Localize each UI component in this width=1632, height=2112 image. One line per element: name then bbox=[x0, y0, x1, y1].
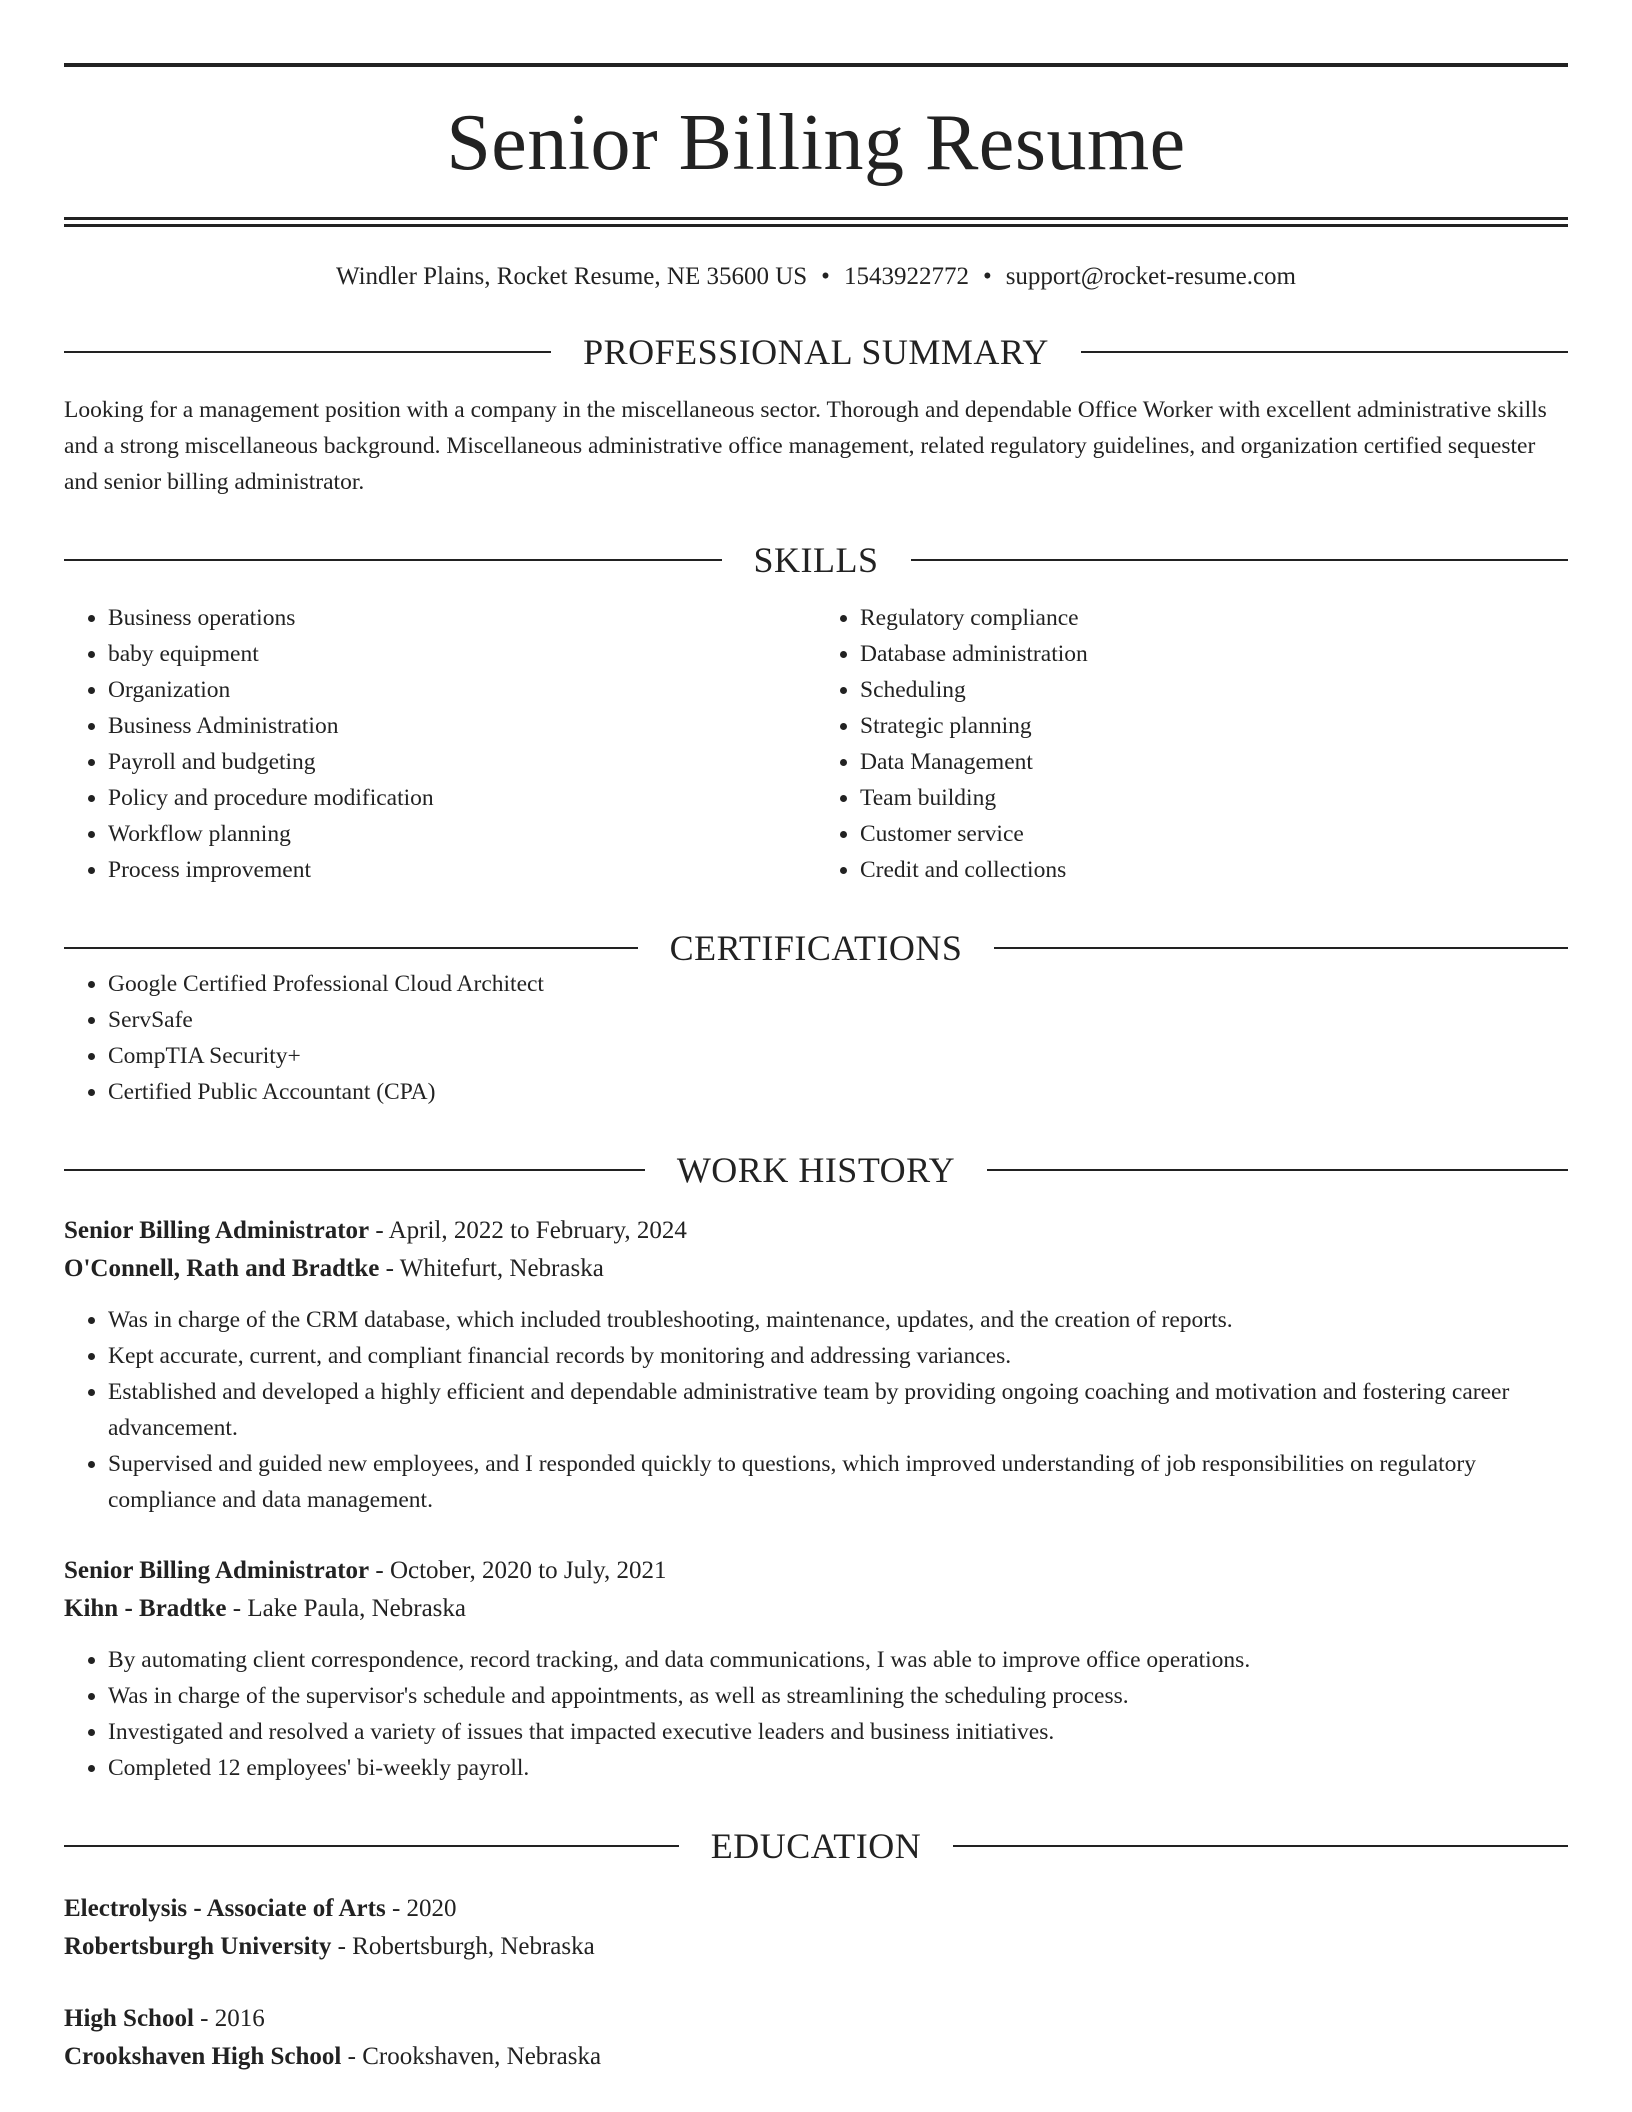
skill-item: • baby equipment bbox=[108, 636, 816, 672]
skill-item: • Workflow planning bbox=[108, 816, 816, 852]
skill-item: • Policy and procedure modification bbox=[108, 780, 816, 816]
divider-line bbox=[987, 1169, 1568, 1171]
section-title: CERTIFICATIONS bbox=[669, 928, 963, 968]
job-company: O'Connell, Rath and Bradtke bbox=[64, 1255, 380, 1282]
skill-item: • Process improvement bbox=[108, 852, 816, 888]
skill-item: • Organization bbox=[108, 672, 816, 708]
divider-line bbox=[994, 947, 1568, 949]
contact-line bbox=[64, 262, 1568, 292]
job-title-line bbox=[64, 1212, 1568, 1250]
job-title-line bbox=[64, 1552, 1568, 1590]
job-company-line bbox=[64, 1590, 1568, 1628]
title-double-rule bbox=[64, 217, 1568, 227]
job-bullet: • Established and developed a highly efficient and dependable administrative team by providing ongoing coaching and motivation and fostering career advancement. bbox=[108, 1374, 1568, 1446]
section-title: EDUCATION bbox=[710, 1826, 922, 1866]
skill-item: • Customer service bbox=[860, 816, 1568, 852]
skills-column-left bbox=[64, 600, 816, 888]
skill-item: • Business Administration bbox=[108, 708, 816, 744]
section-header-work-history bbox=[64, 1152, 1568, 1188]
job-entry bbox=[64, 1212, 1568, 1518]
summary-text: Looking for a management position with a company in the miscellaneous sector. Thorough and dependable Office Worker with excellent administrative skills and a strong miscellaneous background. Miscellaneous administrative office management, related regulatory guidelines, and organization certified sequester and senior billing administrator. bbox=[64, 397, 1547, 495]
job-location: - Lake Paula, Nebraska bbox=[226, 1595, 467, 1622]
contact-address: Windler Plains, Rocket Resume, NE 35600 US bbox=[336, 263, 808, 290]
resume-page bbox=[64, 0, 1568, 2076]
job-bullet: • Was in charge of the CRM database, which included troubleshooting, maintenance, updates, and the creation of reports. bbox=[108, 1302, 1568, 1338]
skill-item: • Scheduling bbox=[860, 672, 1568, 708]
skill-item: • Regulatory compliance bbox=[860, 600, 1568, 636]
contact-separator: • bbox=[821, 263, 830, 290]
education-year: - 2020 bbox=[385, 1895, 457, 1922]
education-year: - 2016 bbox=[193, 2005, 265, 2032]
education-school-line bbox=[64, 2038, 1568, 2076]
section-header-skills bbox=[64, 542, 1568, 578]
skill-item: • Business operations bbox=[108, 600, 816, 636]
skills-list bbox=[64, 600, 1568, 888]
contact-phone: 1543922772 bbox=[843, 263, 969, 290]
job-dates: - April, 2022 to February, 2024 bbox=[369, 1217, 687, 1244]
education-degree-line bbox=[64, 1890, 1568, 1928]
divider-line bbox=[911, 559, 1569, 561]
education-degree: Electrolysis - Associate of Arts bbox=[64, 1895, 386, 1922]
section-title: PROFESSIONAL SUMMARY bbox=[583, 332, 1049, 372]
education-entry bbox=[64, 1890, 1568, 1966]
education-degree-line bbox=[64, 2000, 1568, 2038]
divider-line bbox=[64, 1845, 679, 1847]
divider-line bbox=[953, 1845, 1568, 1847]
education-entry bbox=[64, 2000, 1568, 2076]
job-bullets bbox=[64, 1302, 1568, 1518]
job-title: Senior Billing Administrator bbox=[64, 1557, 370, 1584]
contact-email: support@rocket-resume.com bbox=[1005, 263, 1296, 290]
job-bullets bbox=[64, 1642, 1568, 1786]
resume-title: Senior Billing Resume bbox=[446, 99, 1186, 187]
skill-item: • Data Management bbox=[860, 744, 1568, 780]
skill-item: • Credit and collections bbox=[860, 852, 1568, 888]
skill-item: • Strategic planning bbox=[860, 708, 1568, 744]
education-school-line bbox=[64, 1928, 1568, 1966]
divider-line bbox=[64, 351, 551, 353]
section-header-certifications bbox=[64, 930, 1568, 966]
job-bullet: • Kept accurate, current, and compliant financial records by monitoring and addressing variances. bbox=[108, 1338, 1568, 1374]
skill-item: • Team building bbox=[860, 780, 1568, 816]
divider-line bbox=[1081, 351, 1568, 353]
certification-item: • Google Certified Professional Cloud Architect bbox=[108, 966, 1568, 1002]
divider-line bbox=[64, 947, 638, 949]
education-school: Robertsburgh University bbox=[64, 1933, 332, 1960]
top-rule bbox=[64, 63, 1568, 67]
certification-item: • CompTIA Security+ bbox=[108, 1038, 1568, 1074]
section-header-education bbox=[64, 1828, 1568, 1864]
job-bullet: • Supervised and guided new employees, and I responded quickly to questions, which improved understanding of job responsibilities on regulatory compliance and data management. bbox=[108, 1446, 1568, 1518]
section-header-summary bbox=[64, 334, 1568, 370]
skill-item: • Payroll and budgeting bbox=[108, 744, 816, 780]
job-location: - Whitefurt, Nebraska bbox=[379, 1255, 604, 1282]
certification-item: • Certified Public Accountant (CPA) bbox=[108, 1074, 1568, 1110]
job-bullet: • Investigated and resolved a variety of issues that impacted executive leaders and business initiatives. bbox=[108, 1714, 1568, 1750]
job-company: Kihn - Bradtke bbox=[64, 1595, 227, 1622]
divider-line bbox=[64, 559, 722, 561]
job-bullet: • Was in charge of the supervisor's schedule and appointments, as well as streamlining the scheduling process. bbox=[108, 1678, 1568, 1714]
job-company-line bbox=[64, 1250, 1568, 1288]
job-entry bbox=[64, 1552, 1568, 1786]
skill-item: • Database administration bbox=[860, 636, 1568, 672]
job-bullet: • By automating client correspondence, record tracking, and data communications, I was able to improve office operations. bbox=[108, 1642, 1568, 1678]
education-location: - Crookshaven, Nebraska bbox=[341, 2043, 602, 2070]
certification-item: • ServSafe bbox=[108, 1002, 1568, 1038]
education-school: Crookshaven High School bbox=[64, 2043, 342, 2070]
divider-line bbox=[64, 1169, 645, 1171]
section-title: SKILLS bbox=[753, 540, 879, 580]
job-dates: - October, 2020 to July, 2021 bbox=[369, 1557, 667, 1584]
education-location: - Robertsburgh, Nebraska bbox=[331, 1933, 595, 1960]
job-title: Senior Billing Administrator bbox=[64, 1217, 370, 1244]
section-title: WORK HISTORY bbox=[676, 1150, 956, 1190]
contact-separator: • bbox=[982, 263, 992, 290]
skills-column-right bbox=[816, 600, 1568, 888]
education-degree: High School bbox=[64, 2005, 194, 2032]
certifications-list bbox=[64, 966, 1568, 1110]
job-bullet: • Completed 12 employees' bi-weekly payroll. bbox=[108, 1750, 1568, 1786]
